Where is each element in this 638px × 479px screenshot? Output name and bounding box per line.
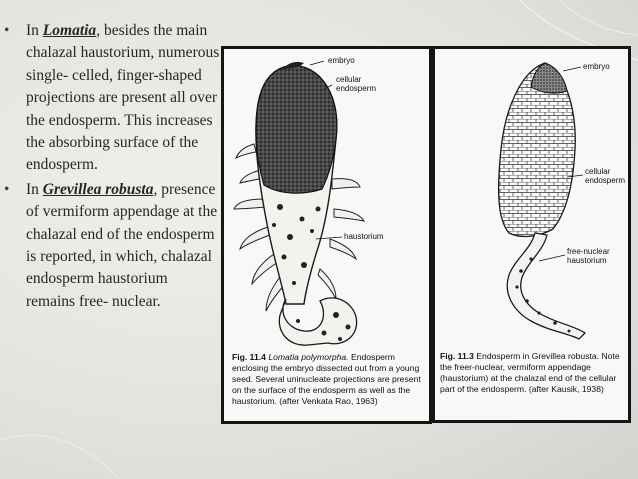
bullet-marker: • [4, 22, 10, 39]
bullet-text [26, 20, 220, 177]
bullet-term: Grevillea robusta [42, 180, 154, 198]
caption-fig-number: Fig. 11.3 [440, 351, 474, 361]
caption-species: Lomatia polymorpha. [268, 352, 349, 362]
figure-caption [232, 352, 424, 407]
bullet-item-grevillea [4, 179, 220, 313]
caption-text: Endosperm in Grevillea robusta. Note the freer-nuclear, vermiform appendage (haustorium) at the chalazal end of the cellular part of the endosperm. (after Kausik, 1938) [440, 351, 620, 394]
figure-lomatia [221, 46, 432, 424]
caption-text: Endosperm enclosing the embryo dissected out from a young seed. Several uninucleate projections are present on the surface of the endosperm as well as the haustorium. (after Venkata Rao, 1963) [232, 352, 421, 406]
figure-caption [440, 351, 628, 395]
bullet-text [26, 179, 220, 313]
label-embryo: embryo [583, 62, 610, 71]
caption-fig-number: Fig. 11.4 [232, 352, 266, 362]
bullet-marker: • [4, 180, 10, 198]
bullet-suffix: , presence of vermiform appendage at the chalazal end of the endosperm is reported, in which, chalazal endosperm haustorium remains free- nuclear. [26, 180, 218, 310]
label-cellular-endosperm: cellular endosperm [336, 75, 377, 93]
lomatia-drawing [224, 49, 429, 349]
bullet-list [4, 20, 220, 313]
bullet-suffix: , besides the main chalazal haustorium, numerous single- celled, finger-shaped projections are present all over the endosperm. This increases the absorbing surface of the endosperm. [26, 22, 220, 174]
label-haustorium: haustorium [344, 232, 384, 241]
figure-grevillea [432, 46, 631, 423]
bullet-prefix: In [26, 22, 43, 39]
grevillea-drawing [435, 49, 628, 349]
bullet-prefix: In [26, 180, 43, 198]
bullet-term: Lomatia [42, 22, 97, 39]
label-cellular-endosperm: cellular endosperm [585, 167, 626, 185]
bullet-item-lomatia [4, 20, 220, 177]
label-embryo: embryo [328, 56, 355, 65]
label-free-nuclear-haustorium: free-nuclear haustorium [567, 247, 610, 265]
